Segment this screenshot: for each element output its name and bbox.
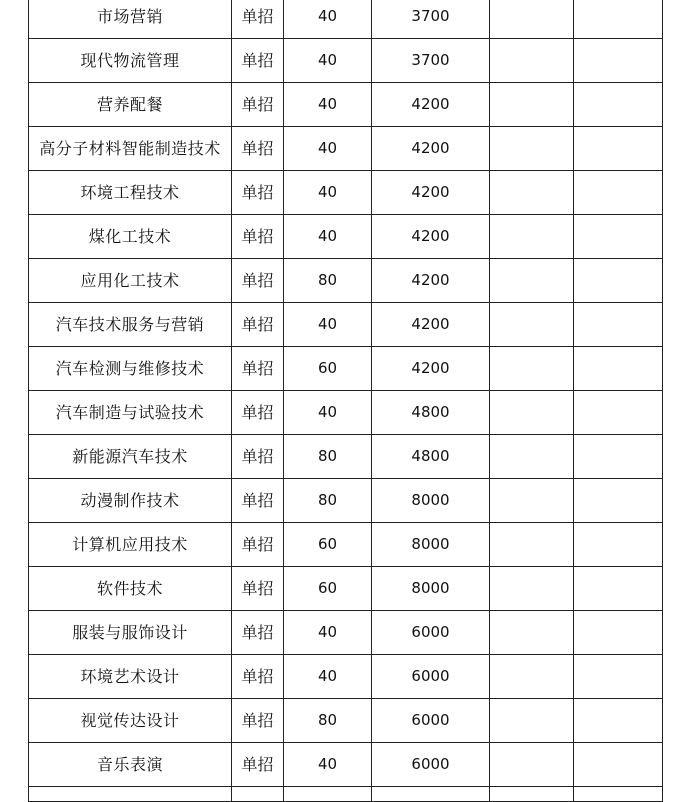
- table-row: [29, 655, 663, 699]
- major-name-cell: 煤化工技术: [29, 215, 232, 259]
- empty-cell: [574, 479, 663, 523]
- empty-cell: [574, 611, 663, 655]
- major-name-cell: 现代物流管理: [29, 39, 232, 83]
- enrollment-quota-cell: 40: [284, 743, 372, 787]
- tuition-fee-cell: 6000: [372, 611, 490, 655]
- enrollment-quota-cell: 80: [284, 699, 372, 743]
- major-name-cell: 动漫制作技术: [29, 479, 232, 523]
- empty-cell: [574, 0, 663, 39]
- admission-type-cell: 单招: [232, 699, 284, 743]
- table-row: [29, 523, 663, 567]
- table-row: [29, 699, 663, 743]
- empty-cell: [284, 787, 372, 802]
- table-row: [29, 171, 663, 215]
- table-row: [29, 0, 663, 39]
- enrollment-quota-cell: 40: [284, 611, 372, 655]
- admission-type-cell: 单招: [232, 347, 284, 391]
- admission-type-cell: 单招: [232, 391, 284, 435]
- empty-cell: [490, 435, 574, 479]
- major-name-cell: 环境艺术设计: [29, 655, 232, 699]
- empty-cell: [574, 655, 663, 699]
- empty-cell: [490, 303, 574, 347]
- tuition-fee-cell: 4800: [372, 435, 490, 479]
- admission-type-cell: 单招: [232, 655, 284, 699]
- empty-cell: [490, 83, 574, 127]
- tuition-fee-cell: 6000: [372, 655, 490, 699]
- major-name-cell: 新能源汽车技术: [29, 435, 232, 479]
- table-row: [29, 303, 663, 347]
- empty-cell: [490, 523, 574, 567]
- empty-cell: [490, 0, 574, 39]
- empty-cell: [490, 787, 574, 802]
- empty-cell: [372, 787, 490, 802]
- enrollment-quota-cell: 60: [284, 523, 372, 567]
- table-row: [29, 39, 663, 83]
- tuition-fee-cell: 4200: [372, 171, 490, 215]
- tuition-fee-cell: 6000: [372, 699, 490, 743]
- table-row: [29, 611, 663, 655]
- tuition-fee-cell: 8000: [372, 523, 490, 567]
- empty-cell: [574, 127, 663, 171]
- enrollment-quota-cell: 60: [284, 347, 372, 391]
- empty-cell: [574, 435, 663, 479]
- enrollment-quota-cell: 60: [284, 567, 372, 611]
- empty-cell: [574, 347, 663, 391]
- empty-cell: [574, 303, 663, 347]
- tuition-fee-cell: 4200: [372, 303, 490, 347]
- tuition-fee-cell: 4200: [372, 347, 490, 391]
- tuition-fee-cell: 4200: [372, 215, 490, 259]
- tuition-fee-cell: 3700: [372, 39, 490, 83]
- enrollment-quota-cell: 40: [284, 0, 372, 39]
- empty-cell: [490, 127, 574, 171]
- admission-type-cell: 单招: [232, 259, 284, 303]
- empty-cell: [574, 391, 663, 435]
- table-row: [29, 127, 663, 171]
- enrollment-quota-cell: 40: [284, 39, 372, 83]
- empty-cell: [574, 171, 663, 215]
- major-name-cell: 软件技术: [29, 567, 232, 611]
- major-name-cell: 音乐表演: [29, 743, 232, 787]
- major-name-cell: 服装与服饰设计: [29, 611, 232, 655]
- admission-type-cell: 单招: [232, 171, 284, 215]
- empty-cell: [574, 567, 663, 611]
- major-name-cell: 汽车检测与维修技术: [29, 347, 232, 391]
- enrollment-quota-cell: 40: [284, 171, 372, 215]
- empty-cell: [574, 699, 663, 743]
- major-name-cell: 营养配餐: [29, 83, 232, 127]
- tuition-fee-cell: 8000: [372, 479, 490, 523]
- table-row: [29, 479, 663, 523]
- admission-type-cell: 单招: [232, 0, 284, 39]
- table-row: [29, 215, 663, 259]
- tuition-fee-cell: 4200: [372, 127, 490, 171]
- enrollment-quota-cell: 40: [284, 303, 372, 347]
- tuition-fee-cell: 4200: [372, 83, 490, 127]
- major-name-cell: 计算机应用技术: [29, 523, 232, 567]
- admission-type-cell: 单招: [232, 567, 284, 611]
- admission-type-cell: 单招: [232, 523, 284, 567]
- empty-cell: [232, 787, 284, 802]
- empty-cell: [574, 743, 663, 787]
- empty-cell: [490, 347, 574, 391]
- admission-type-cell: 单招: [232, 611, 284, 655]
- empty-cell: [490, 39, 574, 83]
- enrollment-quota-cell: 80: [284, 435, 372, 479]
- table-row: [29, 83, 663, 127]
- major-name-cell: 汽车技术服务与营销: [29, 303, 232, 347]
- empty-cell: [490, 699, 574, 743]
- tuition-fee-cell: 6000: [372, 743, 490, 787]
- admission-type-cell: 单招: [232, 215, 284, 259]
- empty-cell: [490, 391, 574, 435]
- admission-type-cell: 单招: [232, 479, 284, 523]
- table-row: [29, 435, 663, 479]
- empty-cell: [490, 215, 574, 259]
- table-row: [29, 347, 663, 391]
- empty-cell: [490, 611, 574, 655]
- table-row: [29, 567, 663, 611]
- empty-cell: [490, 567, 574, 611]
- tuition-fee-cell: 8000: [372, 567, 490, 611]
- tuition-fee-cell: 4200: [372, 259, 490, 303]
- empty-cell: [574, 523, 663, 567]
- admission-type-cell: 单招: [232, 39, 284, 83]
- enrollment-quota-cell: 80: [284, 479, 372, 523]
- enrollment-quota-cell: 40: [284, 391, 372, 435]
- empty-cell: [490, 259, 574, 303]
- empty-cell: [490, 743, 574, 787]
- table-row: [29, 259, 663, 303]
- major-name-cell: 环境工程技术: [29, 171, 232, 215]
- enrollment-quota-cell: 40: [284, 83, 372, 127]
- empty-cell: [29, 787, 232, 802]
- enrollment-quota-cell: 40: [284, 215, 372, 259]
- empty-cell: [490, 479, 574, 523]
- admission-type-cell: 单招: [232, 83, 284, 127]
- empty-cell: [574, 259, 663, 303]
- enrollment-quota-cell: 40: [284, 655, 372, 699]
- table-body: [29, 0, 663, 802]
- empty-cell: [574, 215, 663, 259]
- admission-type-cell: 单招: [232, 127, 284, 171]
- table-row: [29, 391, 663, 435]
- empty-cell: [574, 787, 663, 802]
- major-name-cell: 市场营销: [29, 0, 232, 39]
- enrollment-table: [28, 0, 663, 802]
- table-row: [29, 743, 663, 787]
- major-name-cell: 视觉传达设计: [29, 699, 232, 743]
- major-name-cell: 应用化工技术: [29, 259, 232, 303]
- major-name-cell: 高分子材料智能制造技术: [29, 127, 232, 171]
- tuition-fee-cell: 3700: [372, 0, 490, 39]
- admission-type-cell: 单招: [232, 743, 284, 787]
- enrollment-quota-cell: 80: [284, 259, 372, 303]
- empty-cell: [490, 171, 574, 215]
- empty-cell: [490, 655, 574, 699]
- tuition-fee-cell: 4800: [372, 391, 490, 435]
- empty-cell: [574, 39, 663, 83]
- enrollment-quota-cell: 40: [284, 127, 372, 171]
- enrollment-table-container: [28, 0, 663, 802]
- empty-cell: [574, 83, 663, 127]
- admission-type-cell: 单招: [232, 435, 284, 479]
- table-row-partial: [29, 787, 663, 802]
- admission-type-cell: 单招: [232, 303, 284, 347]
- major-name-cell: 汽车制造与试验技术: [29, 391, 232, 435]
